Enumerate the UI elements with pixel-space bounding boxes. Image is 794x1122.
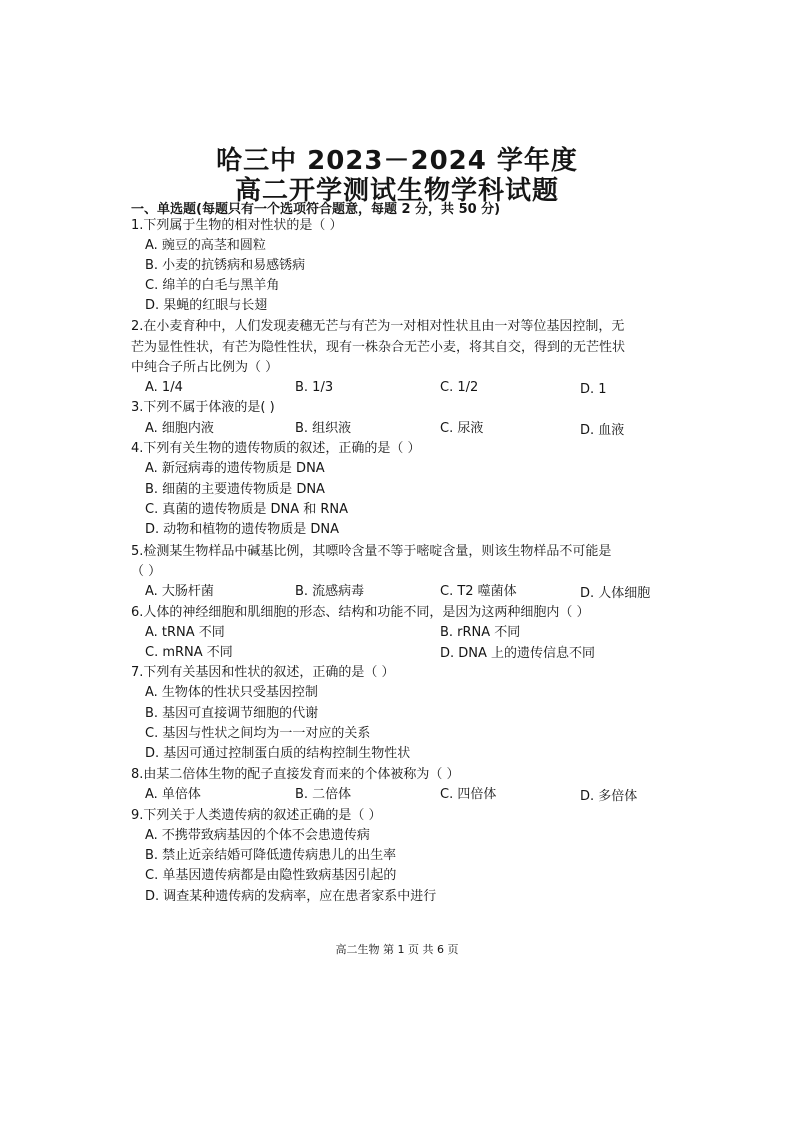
question-3-option-a: A. 细胞内液 (145, 421, 214, 436)
question-7-option-a: A. 生物体的性状只受基因控制 (145, 685, 318, 700)
question-3-option-c: C. 尿液 (440, 421, 484, 436)
page-footer: 高二生物 第 1 页 共 6 页 (335, 943, 459, 956)
question-1-stem: 1.下列属于生物的相对性状的是（ ） (131, 218, 343, 233)
question-3-stem: 3.下列不属于体液的是( ) (131, 400, 275, 415)
question-6-option-a: A. tRNA 不同 (145, 625, 225, 640)
question-3-option-b: B. 组织液 (295, 421, 352, 436)
question-9-stem: 9.下列关于人类遗传病的叙述正确的是（ ） (131, 808, 382, 823)
exam-title-line2: 高二开学测试生物学科试题 (234, 176, 559, 206)
question-6-option-b: B. rRNA 不同 (440, 625, 521, 640)
question-2-stem-line2: 芒为显性性状，有芒为隐性性状，现有一株杂合无芒小麦，将其自交，得到的无芒性状 (131, 340, 626, 355)
question-4-option-b: B. 细菌的主要遗传物质是 DNA (145, 482, 325, 497)
question-8-option-a: A. 单倍体 (145, 787, 201, 802)
question-7-stem: 7.下列有关基因和性状的叙述，正确的是（ ） (131, 665, 395, 680)
question-1-option-d: D. 果蝇的红眼与长翅 (145, 298, 268, 313)
question-4-option-d: D. 动物和植物的遗传物质是 DNA (145, 522, 340, 537)
question-2-option-a: A. 1/4 (145, 380, 183, 395)
question-2-option-b: B. 1/3 (295, 380, 334, 395)
question-4-stem: 4.下列有关生物的遗传物质的叙述，正确的是（ ） (131, 441, 421, 456)
question-6-option-d: D. DNA 上的遗传信息不同 (440, 646, 596, 661)
question-5-option-a: A. 大肠杆菌 (145, 584, 214, 599)
question-4-option-c: C. 真菌的遗传物质是 DNA 和 RNA (145, 502, 349, 517)
question-2-option-c: C. 1/2 (440, 380, 479, 395)
question-9-option-d: D. 调查某种遗传病的发病率，应在患者家系中进行 (145, 889, 437, 904)
question-1-option-c: C. 绵羊的白毛与黑羊角 (145, 278, 280, 293)
question-8-option-b: B. 二倍体 (295, 787, 352, 802)
question-8-option-d: D. 多倍体 (580, 789, 638, 804)
question-8-option-c: C. 四倍体 (440, 787, 497, 802)
question-1-option-b: B. 小麦的抗锈病和易感锈病 (145, 258, 306, 273)
question-2-stem-line3: 中纯合子所占比例为（ ） (131, 360, 279, 375)
question-2-option-d: D. 1 (580, 382, 607, 397)
question-4-option-a: A. 新冠病毒的遗传物质是 DNA (145, 461, 325, 476)
question-5-stem-line2: （ ） (131, 564, 162, 579)
question-6-stem: 6.人体的神经细胞和肌细胞的形态、结构和功能不同，是因为这两种细胞内（ ） (131, 605, 590, 620)
question-6-option-c: C. mRNA 不同 (145, 645, 233, 660)
question-5-option-d: D. 人体细胞 (580, 586, 651, 601)
question-3-option-d: D. 血液 (580, 423, 625, 438)
question-7-option-c: C. 基因与性状之间均为一一对应的关系 (145, 726, 371, 741)
question-5-stem-line1: 5.检测某生物样品中碱基比例，其嘌呤含量不等于嘧啶含量，则该生物样品不可能是 (131, 544, 612, 559)
question-8-stem: 8.由某二倍体生物的配子直接发育而来的个体被称为（ ） (131, 767, 460, 782)
section-heading: 一、单选题(每题只有一个选项符合题意，每题 2 分，共 50 分) (131, 202, 501, 217)
question-2-stem-line1: 2.在小麦育种中，人们发现麦穗无芒与有芒为一对相对性状且由一对等位基因控制，无 (131, 319, 625, 334)
question-1-option-a: A. 豌豆的高茎和圆粒 (145, 238, 266, 253)
question-7-option-b: B. 基因可直接调节细胞的代谢 (145, 706, 319, 721)
question-5-option-c: C. T2 噬菌体 (440, 584, 517, 599)
question-9-option-b: B. 禁止近亲结婚可降低遗传病患儿的出生率 (145, 848, 397, 863)
question-9-option-a: A. 不携带致病基因的个体不会患遗传病 (145, 828, 370, 843)
question-5-option-b: B. 流感病毒 (295, 584, 365, 599)
exam-title-line1: 哈三中 2023－2024 学年度 (216, 146, 578, 176)
question-7-option-d: D. 基因可通过控制蛋白质的结构控制生物性状 (145, 746, 411, 761)
question-9-option-c: C. 单基因遗传病都是由隐性致病基因引起的 (145, 868, 397, 883)
